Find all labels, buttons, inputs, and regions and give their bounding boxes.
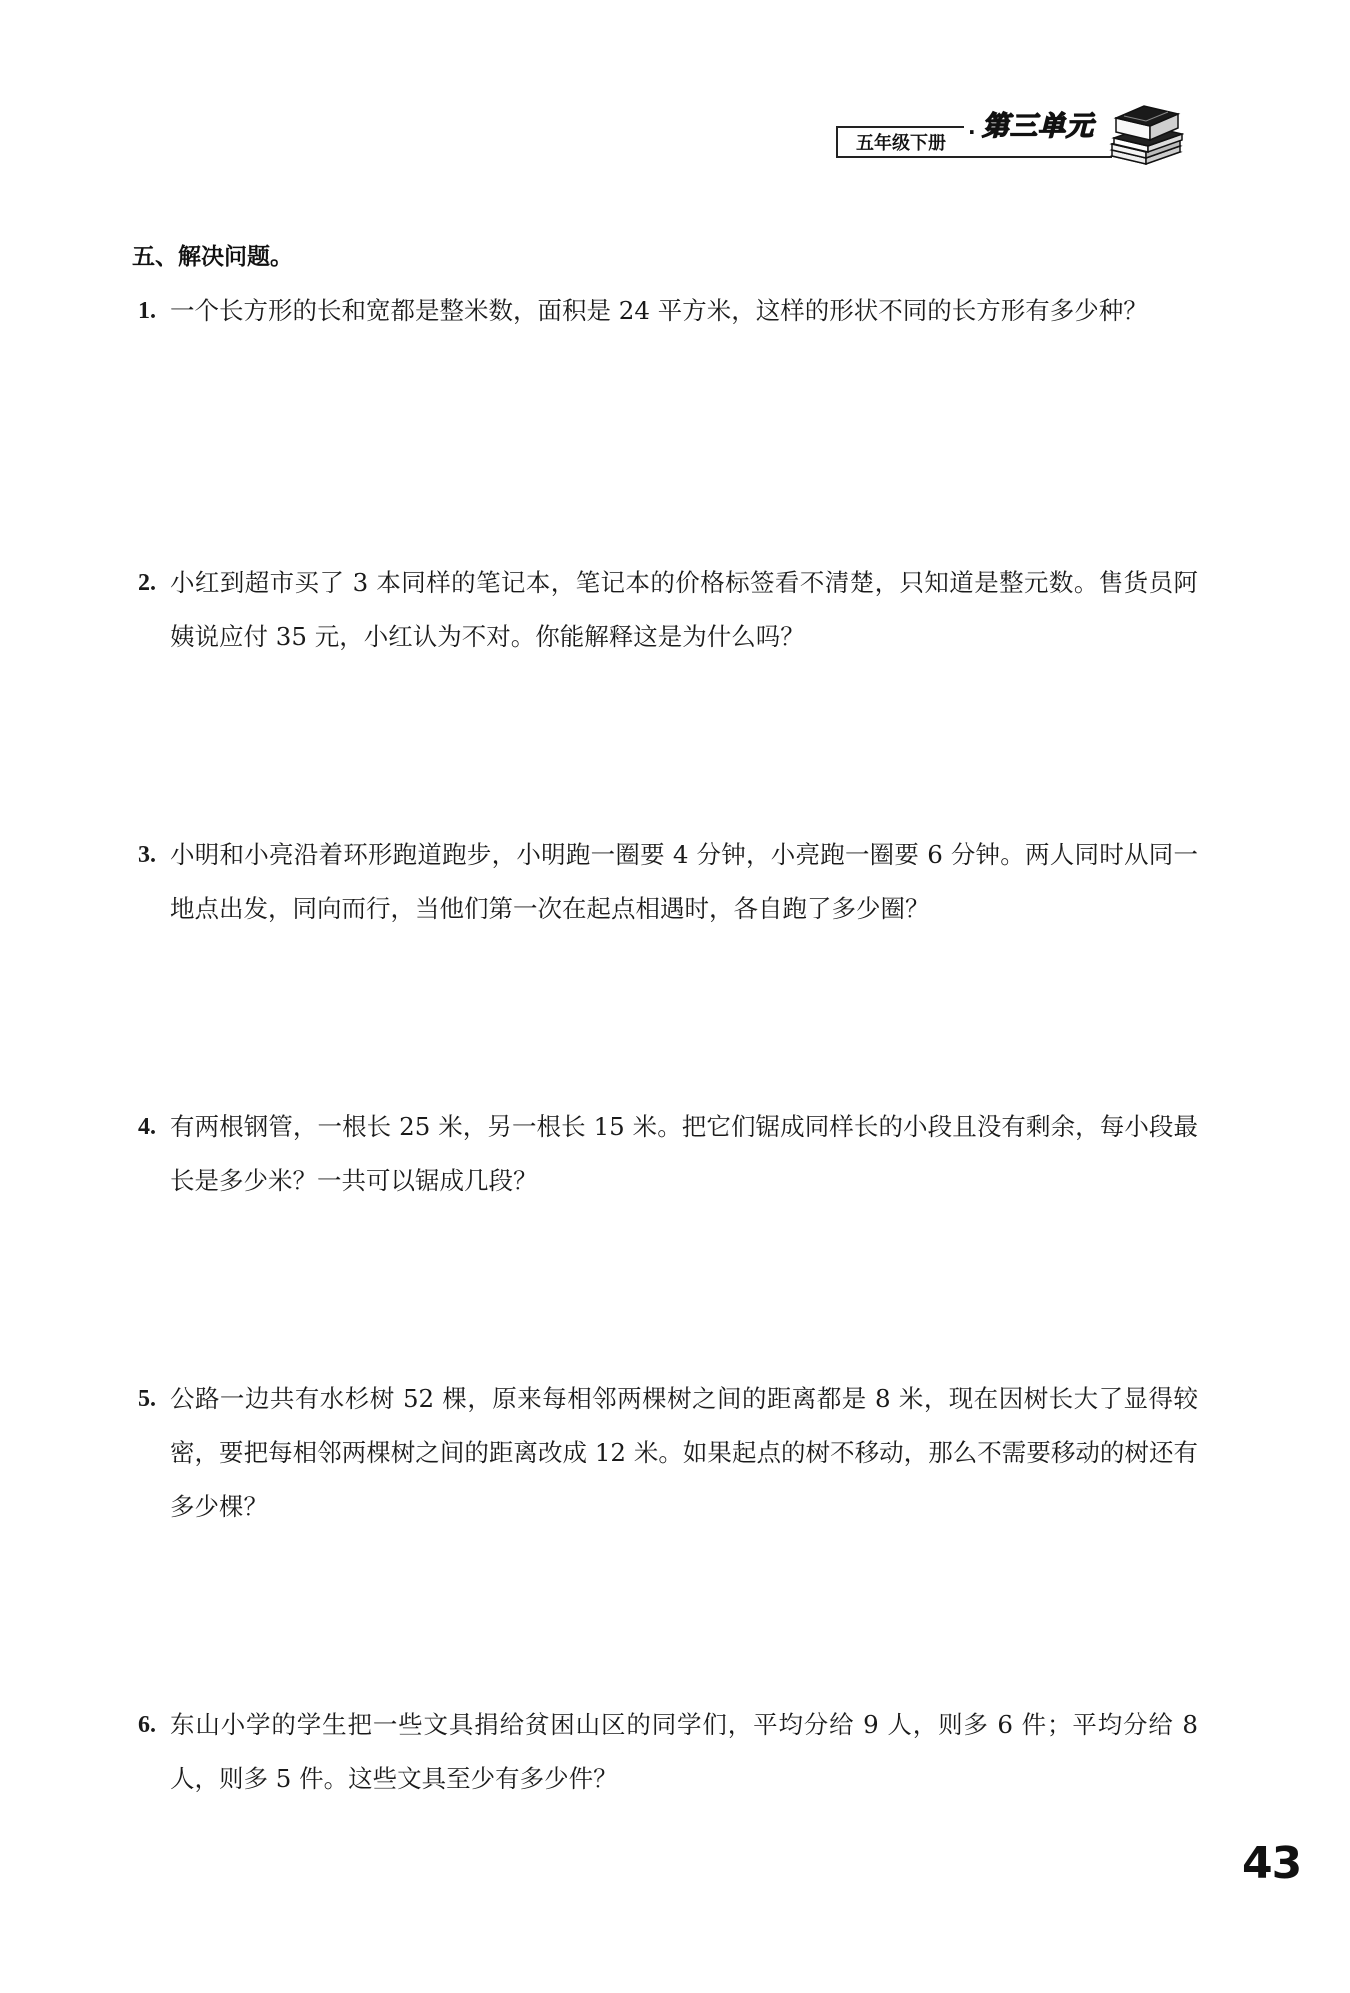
problem-6 <box>138 1698 1198 1806</box>
problem-5 <box>138 1372 1198 1534</box>
badge-underline <box>962 156 1112 158</box>
unit-title: 第三单元 <box>982 111 1094 142</box>
problem-text: 东山小学的学生把一些文具捐给贫困山区的同学们，平均分给 9 人，则多 6 件；平均分给 8 人，则多 5 件。这些文具至少有多少件？ <box>170 1710 1198 1793</box>
problem-number: 2. <box>138 570 156 596</box>
unit-dot: · <box>968 120 976 144</box>
problem-number: 1. <box>138 298 156 324</box>
problem-1 <box>138 284 1198 338</box>
problem-3 <box>138 828 1198 936</box>
page-number: 43 <box>1242 1838 1302 1889</box>
grade-label: 五年级下册 <box>836 126 964 158</box>
problem-text: 有两根钢管，一根长 25 米，另一根长 15 米。把它们锯成同样长的小段且没有剩余，每小段最长是多少米？一共可以锯成几段？ <box>170 1112 1198 1195</box>
problem-text: 小红到超市买了 3 本同样的笔记本，笔记本的价格标签看不清楚，只知道是整元数。售货员阿姨说应付 35 元，小红认为不对。你能解释这是为什么吗？ <box>170 568 1198 651</box>
section-title: 五、解决问题。 <box>132 244 293 270</box>
problem-text: 公路一边共有水杉树 52 棵，原来每相邻两棵树之间的距离都是 8 米，现在因树长大了显得较密，要把每相邻两棵树之间的距离改成 12 米。如果起点的树不移动，那么不需要移动的树还有多少棵？ <box>170 1384 1198 1521</box>
problem-text: 小明和小亮沿着环形跑道跑步，小明跑一圈要 4 分钟，小亮跑一圈要 6 分钟。两人同时从同一地点出发，同向而行，当他们第一次在起点相遇时，各自跑了多少圈？ <box>170 840 1198 923</box>
problem-number: 4. <box>138 1114 156 1140</box>
problem-text: 一个长方形的长和宽都是整米数，面积是 24 平方米，这样的形状不同的长方形有多少种？ <box>170 296 1148 325</box>
problem-2 <box>138 556 1198 664</box>
unit-header-badge <box>836 98 1184 170</box>
problem-number: 6. <box>138 1712 156 1738</box>
problem-4 <box>138 1100 1198 1208</box>
books-icon <box>1106 98 1184 166</box>
problem-number: 3. <box>138 842 156 868</box>
problem-number: 5. <box>138 1386 156 1412</box>
